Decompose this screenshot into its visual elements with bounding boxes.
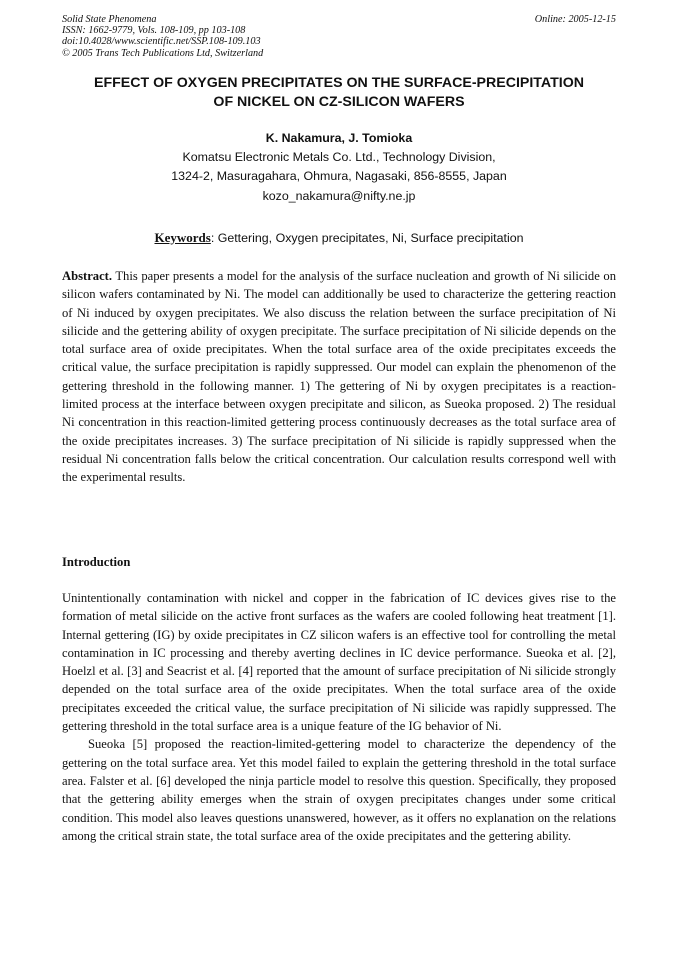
author-names: K. Nakamura, J. Tomioka xyxy=(265,131,413,145)
introduction-heading: Introduction xyxy=(62,555,131,569)
keywords-label: Keywords xyxy=(154,230,211,245)
keywords-line xyxy=(40,230,638,246)
doi-line: doi:10.4028/www.scientific.net/SSP.108-109.103 xyxy=(62,36,261,48)
keywords-text: : Gettering, Oxygen precipitates, Ni, Surface precipitation xyxy=(210,231,524,245)
abstract xyxy=(62,267,616,487)
header-left xyxy=(62,14,263,59)
online-date: Online: 2005-12-15 xyxy=(534,14,616,25)
paper-title xyxy=(40,74,638,111)
introduction-body xyxy=(62,589,616,845)
abstract-text: This paper presents a model for the analysis of the surface nucleation and growth of Ni silicide on silicon wafers contaminated by Ni. The model can additionally be used to characterize the gettering reaction of Ni induced by oxygen precipitates. We also discuss the relation between the surface precipitation of Ni silicide and the gettering ability of oxygen precipitate. The surface precipitation of Ni silicide depends on the total surface area of oxide precipitates. When the total surface area of the oxide precipitates exceeds the critical value, the surface precipitation is rapidly suppressed. Our model can explain the phenomenon of the gettering threshold in the following manner. 1) The gettering of Ni by oxygen precipitates is a reaction-limited process at the interface between oxygen precipitate and silicon, as Sueoka proposed. 2) The residual Ni concentration in this reaction-limited gettering process continuously decreases as the total surface area of the oxide precipitates increases. 3) The surface precipitation of Ni silicide is rapidly suppressed when the residual Ni concentration falls below the critical concentration. Our calculation results correspond well with the experimental results. xyxy=(62,269,616,485)
abstract-label: Abstract. xyxy=(62,269,113,283)
author-block xyxy=(40,129,638,206)
title-line-2: OF NICKEL ON CZ-SILICON WAFERS xyxy=(213,93,465,110)
intro-paragraph-2: Sueoka [5] proposed the reaction-limited-gettering model to characterize the dependency of the gettering on the total surface area. Yet this model failed to explain the gettering threshold in the total surface area. Falster et al. [6] developed the ninja particle model to resolve this question. Specifically, they proposed that the gettering ability emerges when the strain of oxygen precipitates changes under some critical condition. This model also leaves questions unanswered, however, as it offers no explanation on the relations among the critical strain state, the total surface area of the oxide precipitates and the gettering ability. xyxy=(62,737,616,843)
copyright-line: © 2005 Trans Tech Publications Ltd, Switzerland xyxy=(62,47,264,59)
address: 1324-2, Masuragahara, Ohmura, Nagasaki, 856-8555, Japan xyxy=(171,169,507,184)
title-line-1: EFFECT OF OXYGEN PRECIPITATES ON THE SURFACE-PRECIPITATION xyxy=(93,75,585,91)
email: kozo_nakamura@nifty.ne.jp xyxy=(262,188,416,203)
affiliation: Komatsu Electronic Metals Co. Ltd., Technology Division, xyxy=(182,150,496,165)
issn-line: ISSN: 1662-9779, Vols. 108-109, pp 103-108 xyxy=(62,25,246,37)
journal-name: Solid State Phenomena xyxy=(62,14,157,25)
intro-paragraph-1: Unintentionally contamination with nickel and copper in the fabrication of IC devices gives rise to the formation of metal silicide on the active front surfaces as the wafers are cooled following heat treatment [1]. Internal gettering (IG) by oxide precipitates in CZ silicon wafers is an effective tool for controlling the metal contamination in IC processing and thereby averting declines in IC device performance. Sueoka et al. [2], Hoelzl et al. [3] and Seacrist et al. [4] reported that the amount of surface precipitation of Ni silicide strongly depended on the total surface area of the oxide precipitates. When the total surface area of the oxide precipitates exceeded the critical value, the surface precipitation of Ni silicide was rapidly suppressed. The gettering threshold in the total surface area is a unique feature of the IG behavior of Ni. xyxy=(62,591,616,734)
